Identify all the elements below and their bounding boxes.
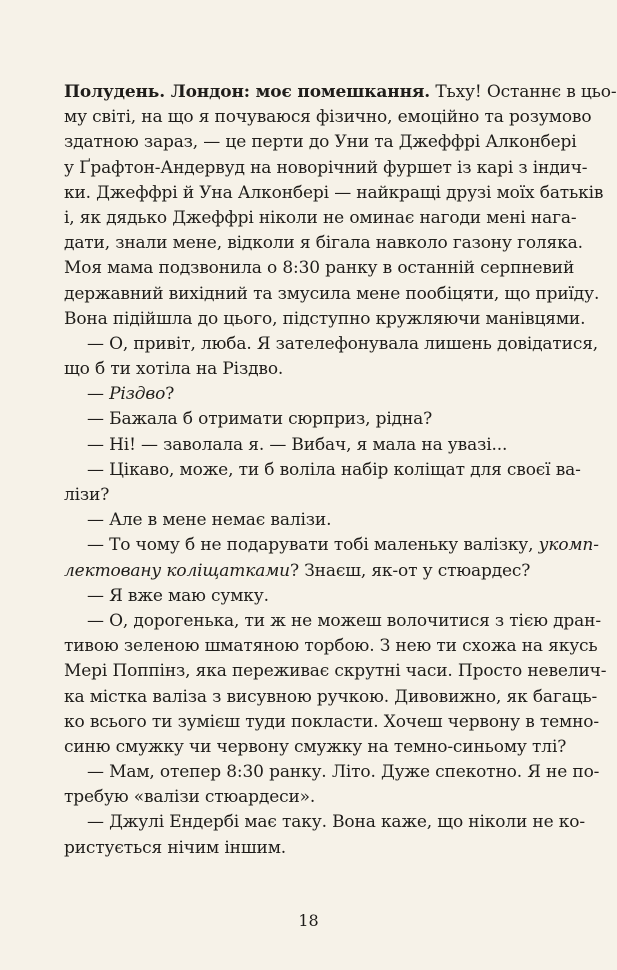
text-run: і, як дядько Джеффрі ніколи не оминає нагоди мені нага- [64,207,577,228]
page-number: 18 [298,911,319,930]
text-line [64,584,566,609]
text-run: — О, привіт, люба. Я зателефонувала лишень довідатися, [87,333,599,354]
text-line [64,80,617,105]
text-run: Тьху! Останнє в цьо- [430,82,617,102]
italic-run: укомп- [538,535,599,556]
text-line [64,407,566,432]
text-run: Моя мама подзвонила о 8:30 ранку в останній серпневий [64,258,575,279]
text-run: Мері Поппінз, яка переживає скрутні часи. Просто невелич- [64,661,607,682]
text-run: требую «валізи стюардеси». [64,787,316,808]
text-line [64,206,577,231]
text-run: що б ти хотіла на Різдво. [64,359,284,380]
text-run: — Бажала б отримати сюрприз, рідна? [87,409,433,430]
text-run: — Але в мене немає валізи. [87,510,332,531]
text-line [64,130,577,155]
text-run: — Джулі Ендербі має таку. Вона каже, що ніколи не ко- [87,812,585,833]
text-line [64,735,566,760]
text-line [64,559,566,584]
text-line [64,659,607,684]
text-line [64,836,566,861]
text-line [64,156,588,181]
text-line [64,609,601,634]
text-line [64,282,600,307]
text-line [64,533,599,558]
text-run: у Ґрафтон-Андервуд на новорічний фуршет із карі з індич- [64,157,588,178]
text-line [64,634,598,659]
text-run: синю смужку чи червону смужку на темно-синьому тлі? [64,736,567,757]
text-run: — Я вже маю сумку. [87,585,269,606]
text-line [64,307,586,332]
text-run: — То чому б не подарувати тобі маленьку валізку, [87,535,539,556]
text-run: — [87,384,110,405]
text-line [64,181,604,206]
text-line [64,256,575,281]
text-line [64,483,566,508]
text-run: тивою зеленою шматяною торбою. З нею ти схожа на якусь [64,636,598,657]
text-run: ? Знаєш, як-от у стюардес? [290,560,531,581]
text-run: здатною зараз, — це перти до Уни та Джеффрі Алконбері [64,132,577,153]
text-run: му світі, на що я почуваюся фізично, емоційно та розумово [64,107,592,128]
italic-run: лектовану коліщатками [64,560,290,581]
text-line [64,710,599,735]
text-line [64,382,566,407]
italic-run: Різдво [109,384,166,405]
text-run: дати, знали мене, відколи я бігала навколо газону голяка. [64,233,583,254]
text-run: ? [165,384,175,405]
text-line [64,433,566,458]
book-page-text [64,80,617,861]
text-run: державний вихідний та змусила мене пообіцяти, що приїду. [64,283,600,304]
text-run: — О, дорогенька, ти ж не можеш волочитися з тією дран- [87,610,601,631]
text-line [64,105,592,130]
text-line [64,332,599,357]
text-run: ки. Джеффрі й Уна Алконбері — найкращі друзі моїх батьків [64,182,604,203]
text-line [64,785,566,810]
text-run: — Мам, отепер 8:30 ранку. Літо. Дуже спекотно. Я не по- [87,762,600,783]
text-run: ка місткa валіза з висувною ручкою. Дивовижно, як багаць- [64,686,598,707]
text-line [64,810,585,835]
text-line [64,458,581,483]
text-line [64,760,600,785]
text-run: лізи? [64,485,110,505]
text-run: ристується нічим іншим. [64,837,287,858]
text-line [64,357,566,382]
text-run: Вона підійшла до цього, підступно кружляючи манівцями. [64,308,586,329]
bold-run: Полудень. Лондон: моє помешкання. [64,82,431,102]
text-run: — Цікаво, може, ти б воліла набір коліщат для своєї ва- [87,459,581,480]
text-run: — Ні! — заволала я. — Вибач, я мала на увазі... [87,434,508,455]
text-line [64,685,598,710]
text-run: ко всього ти зумієш туди покласти. Хочеш червону в темно- [64,711,599,732]
text-line [64,508,566,533]
text-line [64,231,583,256]
